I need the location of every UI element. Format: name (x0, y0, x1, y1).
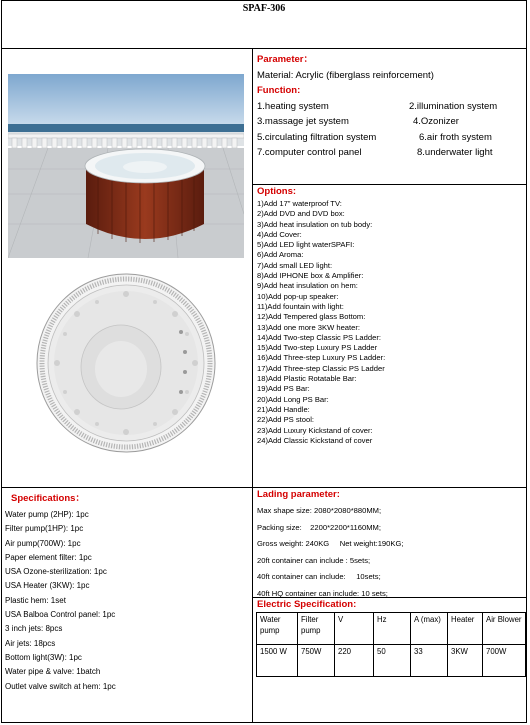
option-item: 4)Add Cover: (257, 229, 302, 239)
option-item: 19)Add PS Bar: (257, 384, 310, 394)
function-item: 5.circulating filtration system (257, 131, 377, 143)
electric-heading: Electric Specification: (257, 599, 357, 610)
divider-options (252, 184, 527, 185)
function-list (257, 99, 525, 161)
lading-section (257, 489, 525, 602)
function-heading: Function: (257, 85, 301, 96)
option-item: 18)Add Plastic Rotatable Bar: (257, 374, 357, 384)
table-cell: 3KW (448, 645, 483, 677)
parameter-section (257, 52, 525, 161)
spec-item: Air pump(700W): 1pc (5, 538, 81, 548)
spec-item: USA Ozone-sterilization: 1pc (5, 567, 107, 577)
lading-item: Packing size: 2200*2200*1160MM; (257, 522, 381, 532)
table-header-cell: A (max) (411, 613, 448, 645)
table-header-cell: Air Blower (483, 613, 526, 645)
spec-item: Filter pump(1HP): 1pc (5, 524, 84, 534)
option-item: 20)Add Long PS Bar: (257, 394, 329, 404)
option-item: 24)Add Classic Kickstand of cover (257, 435, 373, 445)
option-item: 5)Add LED light waterSPAFI: (257, 240, 355, 250)
spec-item: Water pump (2HP): 1pc (5, 510, 89, 519)
option-item: 17)Add Three-step Classic PS Ladder (257, 363, 385, 373)
spec-item: 3 inch jets: 8pcs (5, 624, 63, 634)
table-header-cell: Hz (374, 613, 411, 645)
function-item: 7.computer control panel (257, 147, 362, 158)
option-item: 13)Add one more 3KW heater: (257, 322, 360, 332)
material-text: Material: Acrylic (fiberglass reinforcement) (257, 69, 434, 81)
spec-item: Water pipe & valve: 1batch (5, 667, 101, 677)
table-header-cell: V (335, 613, 374, 645)
option-item: 2)Add DVD and DVD box: (257, 209, 345, 219)
spec-item: Paper element filter: 1pc (5, 552, 92, 562)
spa-terrace-photo (8, 74, 244, 258)
option-item: 1)Add 17” waterproof TV: (257, 199, 342, 208)
option-item: 15)Add Two-step Luxury PS Ladder (257, 343, 378, 353)
table-header-cell: Heater (448, 613, 483, 645)
option-item: 21)Add Handle: (257, 404, 310, 414)
lading-item: 40ft container can include: 10sets; (257, 572, 381, 581)
options-section (257, 186, 525, 446)
spec-item: USA Heater (3KW): 1pc (5, 581, 90, 591)
option-item: 8)Add IPHONE box & Amplifier: (257, 271, 364, 281)
spec-item: Bottom light(3W): 1pc (5, 652, 82, 662)
divider-specs (1, 487, 527, 488)
spec-item: Air jets: 18pcs (5, 638, 56, 648)
table-cell: 220 (335, 645, 374, 677)
table-row (257, 645, 526, 677)
function-item: 1.heating system (257, 100, 329, 112)
option-item: 6)Add Aroma: (257, 250, 304, 260)
lading-item: 20ft container can include : 5sets; (257, 555, 371, 565)
option-item: 14)Add Two-step Classic PS Ladder: (257, 332, 381, 342)
spa-top-view-photo (35, 272, 217, 454)
table-cell: 750W (298, 645, 335, 677)
options-heading: Options: (257, 186, 297, 197)
table-header-cell: Filter pump (298, 613, 335, 645)
electric-table (256, 612, 526, 677)
function-item: 3.massage jet system (257, 116, 349, 127)
function-item: 6.air froth system (419, 131, 492, 143)
option-item: 22)Add PS stool: (257, 415, 314, 425)
table-header-cell: Water pump (257, 613, 298, 645)
function-item: 4.Ozonizer (413, 116, 459, 127)
table-cell: 33 (411, 645, 448, 677)
option-item: 7)Add small LED light: (257, 260, 333, 270)
function-item: 2.illumination system (409, 100, 498, 112)
spec-item: Outlet valve switch at hem: 1pc (5, 681, 116, 691)
spec-item: USA Balboa Control panel: 1pc (5, 610, 116, 620)
table-cell: 1500 W (257, 645, 298, 677)
spec-item: Plastic hem: 1set (5, 595, 66, 605)
option-item: 9)Add heat insulation on hem: (257, 281, 358, 291)
model-title: SPAF-306 (2, 1, 526, 49)
table-row (257, 613, 526, 645)
option-item: 16)Add Three-step Luxury PS Ladder: (257, 353, 386, 363)
option-item: 3)Add heat insulation on tub body: (257, 219, 373, 229)
function-item: 8.underwater light (417, 147, 493, 158)
option-item: 23)Add Luxury Kickstand of cover: (257, 425, 373, 435)
table-cell: 50 (374, 645, 411, 677)
lading-item: Gross weight: 240KG Net weight:190KG; (257, 539, 404, 548)
specifications-heading: Specifications： (11, 493, 85, 504)
option-item: 12)Add Tempered glass Bottom: (257, 312, 366, 322)
table-cell: 700W (483, 645, 526, 677)
lading-item: Max shape size: 2080*2080*880MM; (257, 506, 382, 515)
option-item: 11)Add fountain with light: (257, 301, 344, 311)
option-item: 10)Add pop-up speaker: (257, 291, 339, 301)
parameter-heading: Parameter： (257, 54, 313, 65)
specifications-section (5, 490, 253, 694)
lading-item: 40ft HQ container can include: 10 sets; (257, 588, 388, 598)
lading-heading: Lading parameter: (257, 489, 340, 500)
